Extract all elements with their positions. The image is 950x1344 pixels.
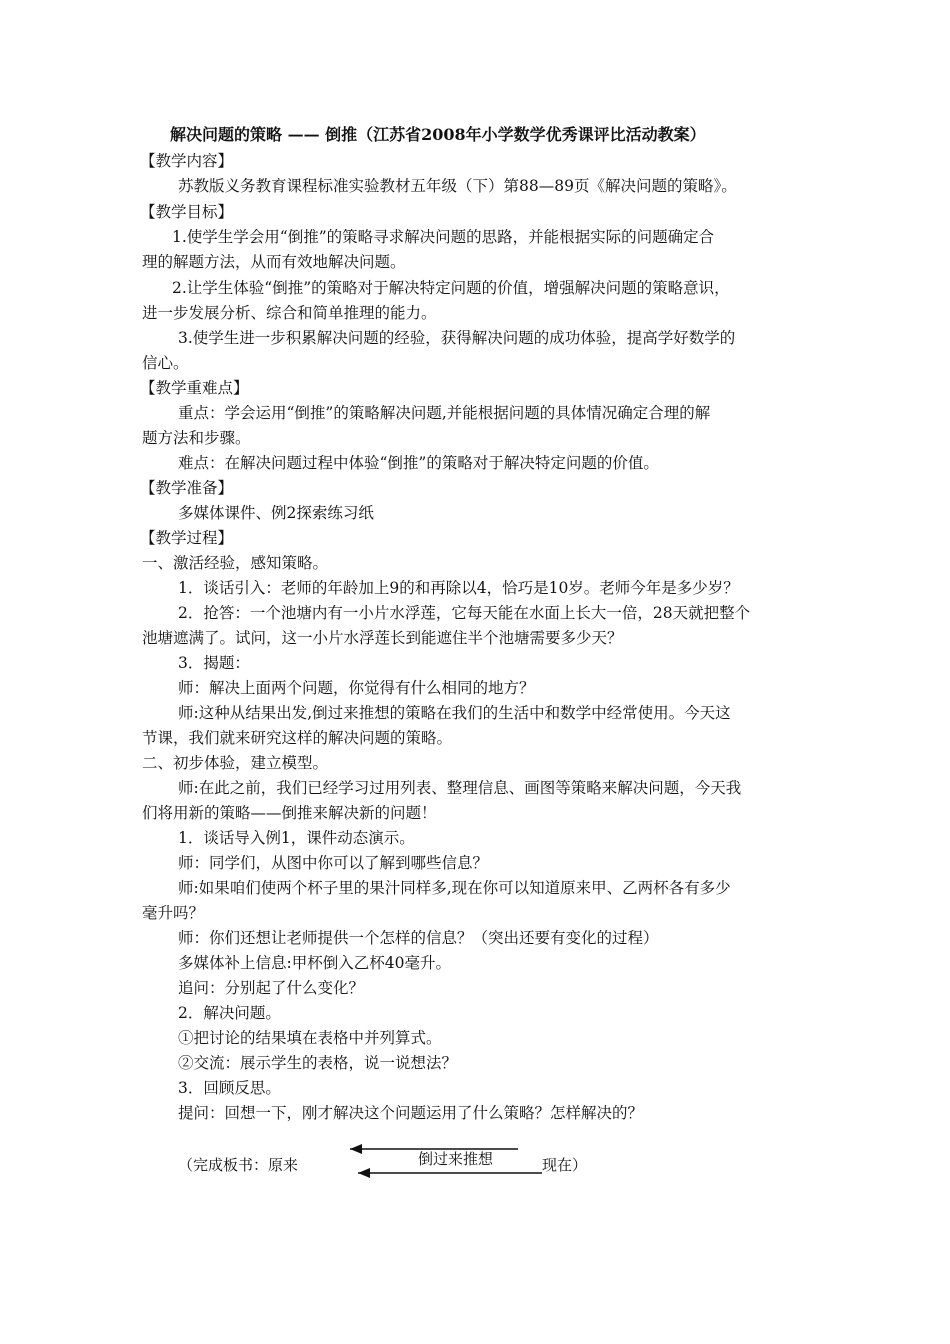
process-1-3: 3．揭题： [178,654,250,672]
difficulty-line: 难点：在解决问题过程中体验“倒推”的策略对于解决特定问题的价值。 [178,454,659,472]
key-point-line-2: 题方法和步骤。 [142,429,251,447]
goal-1-line-1: 1.使学生学会用“倒推”的策略寻求解决问题的思路，并能根据实际的问题确定合 [172,228,715,246]
prep-body: 多媒体课件、例2探索练习纸 [178,504,374,522]
goal-3-line-2: 信心。 [142,354,189,372]
board-diagram [170,1140,630,1190]
process-2-2-b: ②交流：展示学生的表格，说一说想法？ [178,1054,458,1072]
process-1-2-line-1: 2．抢答：一个池塘内有一小片水浮莲，它每天能在水面上长大一倍，28天就把整个 [178,604,751,622]
diagram-left-label: （完成板书：原来 [178,1156,299,1174]
goal-3-line-1: 3.使学生进一步积累解决问题的经验，获得解决问题的成功体验，提高学好数学的 [178,329,736,347]
section-header-content: 【教学内容】 [140,152,234,170]
process-2-1-e: 追问：分别起了什么变化？ [178,979,365,997]
diagram-middle-label: 倒过来推想 [418,1150,494,1168]
process-1-1: 1．谈话引入：老师的年龄加上9的和再除以4，恰巧是10岁。老师今年是多少岁？ [178,579,739,597]
process-2-1-a: 师：同学们，从图中你可以了解到哪些信息？ [178,854,489,872]
process-2-2: 2．解决问题。 [178,1004,281,1022]
document-title: 解决问题的策略 —— 倒推（江苏省2008年小学数学优秀课评比活动教案） [170,125,706,144]
process-2-1-b-line-2: 毫升吗？ [142,904,205,922]
process-2-1: 1．谈话导入例1，课件动态演示。 [178,829,415,847]
content-body: 苏教版义务教育课程标准实验教材五年级（下）第88—89页《解决问题的策略》。 [178,177,737,195]
process-2-3-a: 提问：回想一下，刚才解决这个问题运用了什么策略？怎样解决的？ [178,1104,644,1122]
process-2-intro-line-1: 师:在此之前，我们已经学习过用列表、整理信息、画图等策略来解决问题，今天我 [178,779,742,797]
section-header-goals: 【教学目标】 [140,203,234,221]
process-1-3-b-line-2: 节课，我们就来研究这样的解决问题的策略。 [142,729,453,747]
process-2-1-b-line-1: 师:如果咱们使两个杯子里的果汁同样多,现在你可以知道原来甲、乙两杯各有多少 [178,879,731,897]
process-2-1-d: 多媒体补上信息:甲杯倒入乙杯40毫升。 [178,954,451,972]
process-part-1-title: 一、激活经验，感知策略。 [142,554,329,572]
key-point-line-1: 重点：学会运用“倒推”的策略解决问题,并能根据问题的具体情况确定合理的解 [178,404,711,422]
process-2-2-a: ①把讨论的结果填在表格中并列算式。 [178,1029,442,1047]
goal-2-line-2: 进一步发展分析、综合和简单推理的能力。 [142,304,437,322]
section-header-key-points: 【教学重难点】 [140,379,249,397]
process-2-1-c: 师：你们还想让老师提供一个怎样的信息？（突出还要有变化的过程） [178,929,659,947]
process-part-2-title: 二、初步体验，建立模型。 [142,754,329,772]
process-2-3: 3．回顾反思。 [178,1079,281,1097]
goal-1-line-2: 理的解题方法，从而有效地解决问题。 [142,253,406,271]
diagram-right-label: 现在） [542,1156,588,1174]
process-1-3-a: 师：解决上面两个问题，你觉得有什么相同的地方？ [178,679,535,697]
section-header-process: 【教学过程】 [140,529,234,547]
bottom-arrow [358,1168,542,1178]
process-2-intro-line-2: 们将用新的策略——倒推来解决新的问题！ [142,804,437,822]
process-1-3-b-line-1: 师:这种从结果出发,倒过来推想的策略在我们的生活中和数学中经常使用。今天这 [178,704,731,722]
section-header-prep: 【教学准备】 [140,479,234,497]
goal-2-line-1: 2.让学生体验“倒推”的策略对于解决特定问题的价值，增强解决问题的策略意识， [172,279,730,297]
process-1-2-line-2: 池塘遮满了。试问，这一小片水浮莲长到能遮住半个池塘需要多少天？ [142,629,623,647]
